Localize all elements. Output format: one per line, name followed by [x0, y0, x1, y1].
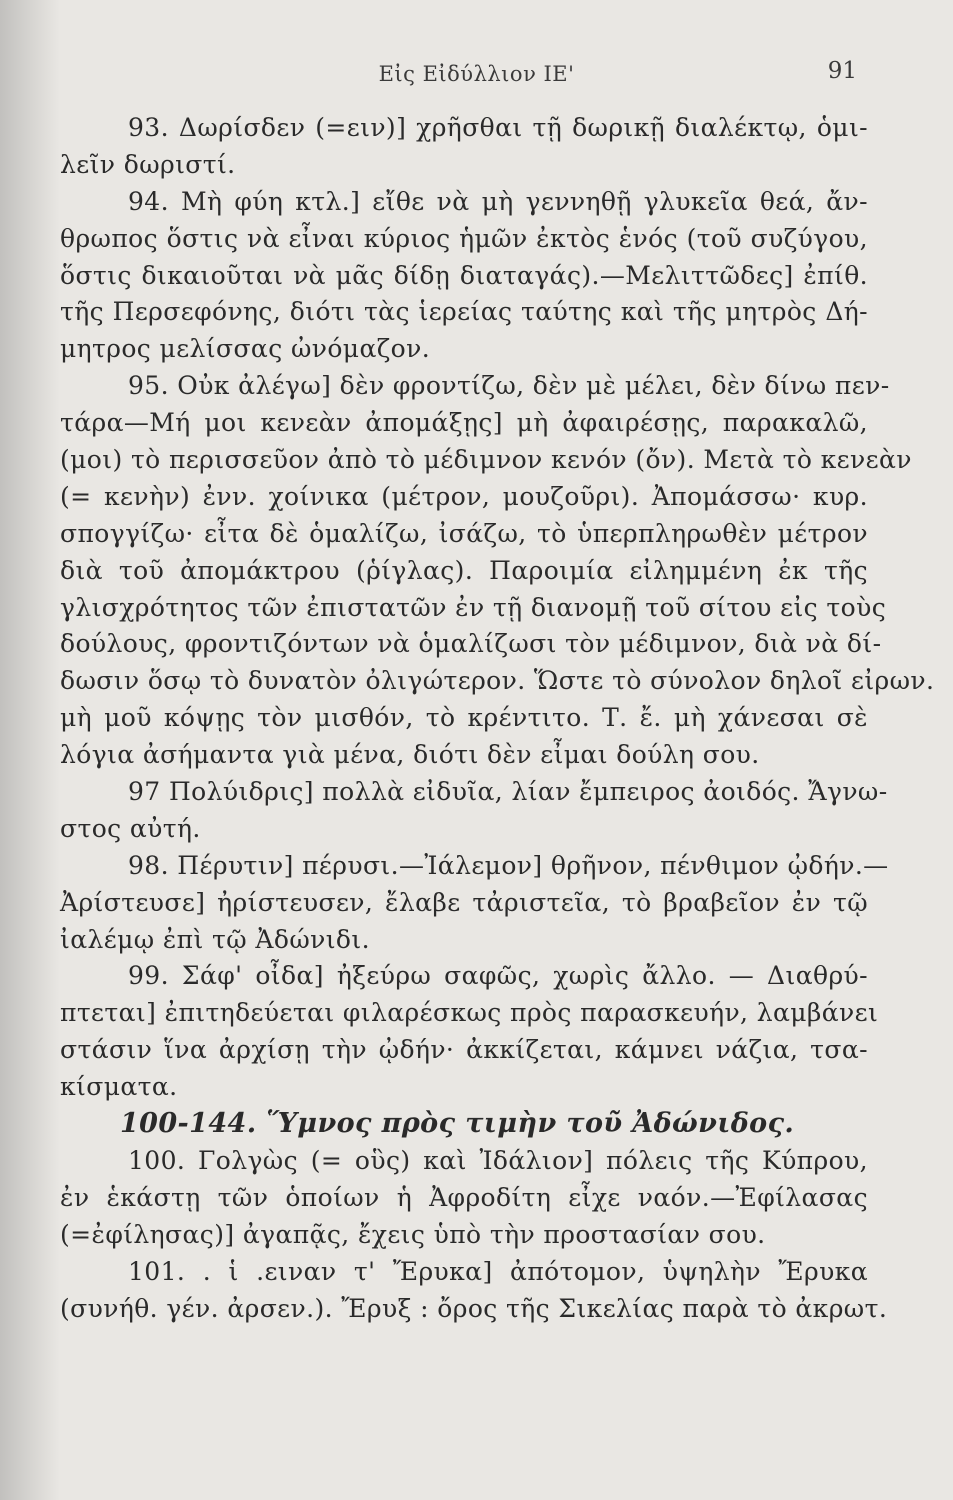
- text-line: ἰαλέμῳ ἐπὶ τῷ Ἀδώνιδι.: [60, 924, 370, 954]
- text-line: (= κενὴν) ἐνν. χοίνικα (μέτρον, μουζοῦρι). Ἀπομάσσω· κυρ.: [60, 481, 868, 511]
- section-heading: 100-144. Ὕμνος πρὸς τιμὴν τοῦ Ἀδώνιδος.: [120, 1108, 795, 1140]
- text-line: διὰ τοῦ ἀπομάκτρου (ῥίγλας). Παροιμία εἰλημμένη ἐκ τῆς: [60, 555, 868, 585]
- text-line: 99. Σάφ' οἶδα] ἠξεύρω σαφῶς, χωρὶς ἄλλο. — Διαθρύ-: [128, 961, 868, 991]
- text-line: 98. Πέρυτιν] πέρυσι.—Ἰάλεμον] θρῆνον, πένθιμον ᾠδήν.—: [128, 850, 889, 880]
- text-line: 95. Οὐκ ἀλέγω] δὲν φροντίζω, δὲν μὲ μέλει, δὲν δίνω πεν-: [128, 371, 890, 401]
- text-line: μητρος μελίσσας ὠνόμαζον.: [60, 334, 431, 364]
- text-line: 97 Πολύιδρις] πολλὰ εἰδυῖα, λίαν ἔμπειρος ἀοιδός. Ἄγνω-: [128, 777, 888, 807]
- text-line: τάρα—Μή μοι κενεὰν ἀπομάξῃς] μὴ ἀφαιρέσῃς, παρακαλῶ,: [60, 408, 868, 438]
- text-line: κίσματα.: [60, 1072, 178, 1102]
- text-line: (μοι) τὸ περισσεῦον ἀπὸ τὸ μέδιμνον κενόν (ὄν). Μετὰ τὸ κενεὰν: [60, 445, 912, 475]
- commentary-text: [60, 110, 935, 1327]
- text-line: θρωπος ὅστις νὰ εἶναι κύριος ἡμῶν ἐκτὸς ἑνός (τοῦ συζύγου,: [60, 223, 868, 253]
- text-line: δούλους, φροντιζόντων νὰ ὁμαλίζωσι τὸν μέδιμνον, διὰ νὰ δί-: [60, 629, 882, 659]
- text-line: 93. Δωρίσδεν (=ειν)] χρῆσθαι τῇ δωρικῇ διαλέκτῳ, ὁμι-: [128, 113, 868, 142]
- text-line: δωσιν ὅσῳ τὸ δυνατὸν ὀλιγώτερον. Ὥστε τὸ σύνολον δηλοῖ εἰρων.: [60, 666, 935, 696]
- page-number: 91: [827, 58, 857, 84]
- text-line: μὴ μοῦ κόψῃς τὸν μισθόν, τὸ κρέντιτο. Τ. ἔ. μὴ χάνεσαι σὲ: [60, 703, 868, 733]
- text-line: στάσιν ἵνα ἀρχίσῃ τὴν ᾠδήν· ἀκκίζεται, κάμνει νάζια, τσα-: [60, 1035, 868, 1065]
- text-line: 100. Γολγὼς (= οὓς) καὶ Ἰδάλιον] πόλεις τῆς Κύπρου,: [128, 1145, 868, 1175]
- text-line: 101. . ἱ .ειναν τ' Ἔρυκα] ἀπότομον, ὑψηλὴν Ἔρυκα: [128, 1256, 868, 1286]
- text-line: γλισχρότητος τῶν ἐπιστατῶν ἐν τῇ διανομῇ τοῦ σίτου εἰς τοὺς: [60, 592, 887, 622]
- text-line: (συνήθ. γέν. ἀρσεν.). Ἔρυξ : ὄρος τῆς Σικελίας παρὰ τὸ ἀκρωτ.: [60, 1293, 888, 1323]
- text-line: Ἀρίστευσε] ἠρίστευσεν, ἔλαβε τἀριστεῖα, τὸ βραβεῖον ἐν τῷ: [60, 887, 868, 917]
- text-line: (=ἐφίλησας)] ἀγαπᾷς, ἔχεις ὑπὸ τὴν προστασίαν σου.: [60, 1219, 766, 1249]
- text-line: λόγια ἀσήμαντα γιὰ μένα, διότι δὲν εἶμαι δούλη σου.: [60, 740, 760, 770]
- text-line: λεῖν δωριστί.: [60, 149, 236, 179]
- text-line: σπογγίζω· εἶτα δὲ ὁμαλίζω, ἰσάζω, τὸ ὑπερπληρωθὲν μέτρον: [60, 518, 868, 548]
- text-line: πτεται] ἐπιτηδεύεται φιλαρέσκως πρὸς παρασκευήν, λαμβάνει: [60, 998, 879, 1028]
- running-title: Εἰς Εἰδύλλιον ΙΕ': [378, 62, 575, 86]
- text-line: τῆς Περσεφόνης, διότι τὰς ἱερείας ταύτης καὶ τῆς μητρὸς Δή-: [60, 297, 868, 327]
- text-line: 94. Μὴ φύη κτλ.] εἴθε νὰ μὴ γεννηθῇ γλυκεῖα θεά, ἄν-: [128, 186, 868, 216]
- text-line: ἐν ἑκάστῃ τῶν ὁποίων ἡ Ἀφροδίτη εἶχε ναόν.—Ἐφίλασας: [60, 1182, 868, 1212]
- text-line: ὅστις δικαιοῦται νὰ μᾶς δίδῃ διαταγάς).—Μελιττῶδες] ἐπίθ.: [60, 260, 868, 290]
- text-line: στος αὐτή.: [60, 813, 201, 843]
